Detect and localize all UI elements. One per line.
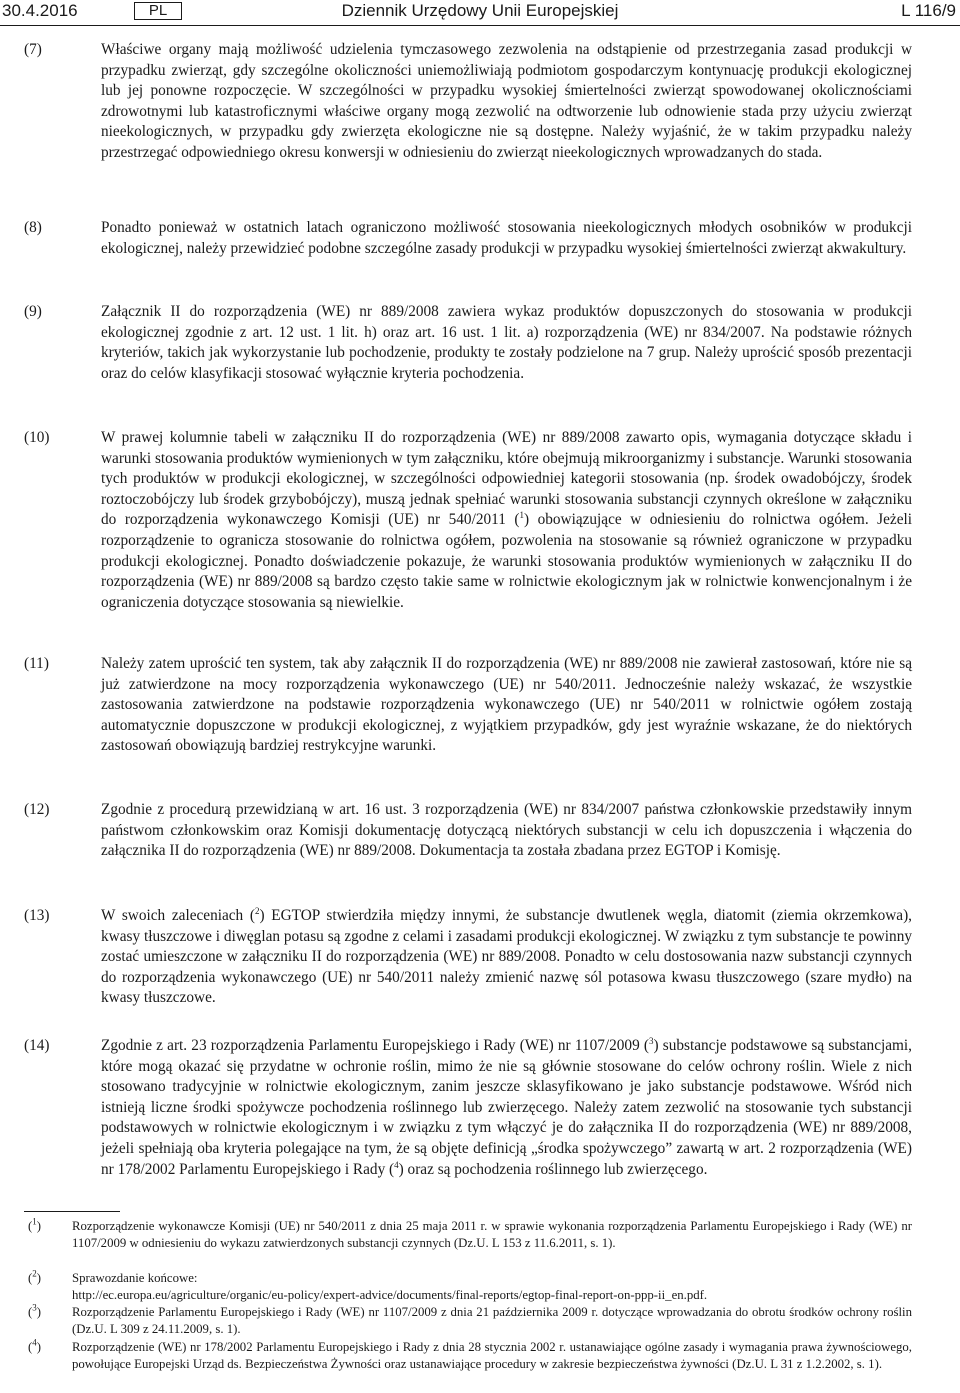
- recital-12: [24, 800, 912, 862]
- recital-text: Ponadto ponieważ w ostatnich latach ograniczono możliwość stosowania nieekologicznych młodych osobników w produkcji ekologicznej, należy przewidzieć podobne szczególne zasady produkcji w przypadku wysokiej śmiertelności zwierząt akwakultury.: [101, 219, 912, 257]
- footnote-text: Rozporządzenie Parlamentu Europejskiego i Rady (WE) nr 1107/2009 z dnia 21 października 2009 r. dotyczące wprowadzania do obrotu środków ochrony roślin (Dz.U. L 309 z 24.11.2009, s. 1).: [72, 1305, 912, 1337]
- recital-number: (8): [24, 219, 42, 236]
- journal-title: Dziennik Urzędowy Unii Europejskiej: [341, 1, 619, 20]
- footnote-text: Sprawozdanie końcowe:: [72, 1271, 198, 1285]
- recital-9: [24, 302, 912, 384]
- recital-10: [24, 428, 912, 613]
- footnote-1: [28, 1218, 912, 1252]
- recital-11: [24, 654, 912, 757]
- recital-text: W swoich zaleceniach ($^2$) EGTOP stwierdziła między innymi, że substancje dwutlenek węgla, diatomit (ziemia okrzemkowa), kwasy tłuszczowe i diwęglan potasu są zgodne z celami i zasadami produkcji ekologicznej. W związku z tym substancje te powinny zostać umieszczone w załączniku II do rozporządzenia (WE) nr 889/2008. Ponadto w celu dostosowania nazw substancji czynnych do rozporządzenia wykonawczego (UE) nr 540/2011 należy zmienić nazwę sól potasowa kwasu tłuszczowego (szare mydło) na kwasy tłuszczowe.: [101, 905, 913, 1007]
- footnote-ref: 4: [394, 1159, 399, 1170]
- page-reference: L 116/9: [901, 1, 956, 20]
- footnote-text: Rozporządzenie wykonawcze Komisji (UE) nr 540/2011 z dnia 25 maja 2011 r. w sprawie wykonania rozporządzenia Parlamentu Europejskiego i Rady (WE) nr 1107/2009 w odniesieniu do wykazu zatwierdzonych substancji czynnych (Dz.U. L 153 z 11.6.2011, s. 1).: [72, 1219, 912, 1251]
- recital-text: Należy zatem uprościć ten system, tak aby załącznik II do rozporządzenia (WE) nr 889/2008 nie zawierał zastosowań, które nie są już zatwierdzone na mocy rozporządzenia wykonawczego (UE) nr 540/2011. Jednocześnie należy wskazać, że wszystkie zastosowania zatwierdzone na podstawie rozporządzenia wykonawczego (UE) nr 540/2011 w rolnictwie ogółem zostają automatycznie dopuszczone w produkcji ekologicznej, z wyjątkiem przypadków, gdy jest wyraźnie wskazane, że do niektórych zastosowań obowiązują bardziej restrykcyjne warunki.: [101, 655, 912, 755]
- recital-text: Zgodnie z procedurą przewidzianą w art. 16 ust. 3 rozporządzenia (WE) nr 834/2007 państwa członkowskie przedstawiły innym państwom członkowskim oraz Komisji dokumentację dotyczącą niektórych substancji w celu ich dopuszczenia i włączenia do załącznika II do rozporządzenia (WE) nr 889/2008. Dokumentacja ta została zbadana przez EGTOP i Komisję.: [101, 801, 912, 860]
- recital-text: Zgodnie z art. 23 rozporządzenia Parlamentu Europejskiego i Rady (WE) nr 1107/2009 ($^3$) substancje podstawowe są substancjami, które mogą okazać się przydatne w ochronie roślin, mimo że nie są głównie stosowane do celów ochrony roślin. Wiele z nich stosowano tradycyjnie w rolnictwie ekologicznym, zanim jeszcze sklasyfikowano je jako substancje podstawowe. Wśród nich istnieją liczne środki spożywcze pochodzenia roślinnego lub zwierzęcego. Należy zatem zezwolić na stosowanie tych substancji podstawowych w rolnictwie ekologicznym i w związku z tym włączyć je do załącznika II do rozporządzenia (WE) nr 889/2008, jeżeli spełniają oba kryteria polegające na tym, że są objęte definicją „środka spożywczego” zawartą w art. 2 rozporządzenia (WE) nr 178/2002 Parlamentu Europejskiego i Rady ($^4$) oraz są pochodzenia roślinnego lub zwierzęcego.: [101, 1035, 912, 1178]
- recital-text: Właściwe organy mają możliwość udzielenia tymczasowego zezwolenia na odstąpienie od przestrzegania zasad produkcji w przypadku zwierząt, gdy szczególne okoliczności uniemożliwiają podmiotom gospodarczym kontynuację produkcji ekologicznej lub jej ponowne rozpoczęcie. W szczególności w przypadku wysokiej śmiertelności zwierząt spowodowanej okolicznościami zdrowotnymi lub katastroficznymi właściwe organy mogą zezwolić na odtworzenie lub odnowienie stada przy użyciu zwierząt nieekologicznych, w przypadku gdy zwierzęta ekologiczne nie są dostępne. Należy wyjaśnić, że w takim przypadku należy przestrzegać odpowiedniego okresu konwersji w odniesieniu do zwierząt nieekologicznych wprowadzanych do stada.: [101, 41, 912, 161]
- publication-date: 30.4.2016: [2, 1, 78, 20]
- recital-7: [24, 40, 912, 164]
- footnote-number: ($^4$): [28, 1337, 42, 1354]
- footnote-ref: 2: [254, 905, 260, 916]
- recital-number: (10): [24, 429, 50, 446]
- recital-number: (11): [24, 655, 49, 672]
- footnote-link[interactable]: http://ec.europa.eu/agriculture/organic/eu-policy/expert-advice/documents/final-reports/egtop-final-report-on-ppp-ii_en.pdf.: [72, 1288, 708, 1303]
- recital-text: W prawej kolumnie tabeli w załączniku II do rozporządzenia (WE) nr 889/2008 zawarto opis, wymagania dotyczące składu i warunki stosowania produktów wymienionych w tym załączniku, które obejmują mikroorganizmy i substancje. Warunki stosowania tych produktów w produkcji ekologicznej, w szczególności odpowiedniej kategorii stosowania (np. środek owadobójczy, środek roztoczobójczy lub środek grzybobójczy), muszą jednak spełniać warunki stosowania substancji czynnych określone w załączniku do rozporządzenia wykonawczego Komisji (UE) nr 540/2011 ($^1$) obowiązujące w odniesieniu do rolnictwa ogółem. Jeżeli rozporządzenie to ogranicza stosowanie do rolnictwa ogółem, pozwolenia na stosowanie są również ograniczone w przypadku produkcji ekologicznej. Ponadto doświadczenie pokazuje, że warunki stosowania produktów wymienionych w załączniku II do rozporządzenia (WE) nr 889/2008 są bardzo często takie same w rolnictwie ekologicznym jak w rolnictwie konwencjonalnym i że ograniczenia dotyczące stosowania są niewielkie.: [101, 429, 912, 611]
- recital-number: (14): [24, 1037, 50, 1054]
- footnote-separator: [24, 1211, 120, 1212]
- footnote-number: ($^3$): [28, 1302, 42, 1319]
- footnote-2: [28, 1270, 912, 1304]
- footnote-text: Rozporządzenie (WE) nr 178/2002 Parlamentu Europejskiego i Rady z dnia 28 stycznia 2002 r. ustanawiające ogólne zasady i wymagania prawa żywnościowego, powołujące Europejski Urząd ds. Bezpieczeństwa Żywności oraz ustanawiające procedury w zakresie bezpieczeństwa żywności (Dz.U. L 31 z 1.2.2002, s. 1).: [72, 1340, 912, 1372]
- recital-number: (7): [24, 41, 42, 58]
- footnote-number: ($^1$): [28, 1216, 42, 1233]
- footnote-ref: 1: [519, 510, 524, 521]
- header-rule: [0, 25, 960, 26]
- recital-13: [24, 906, 912, 1009]
- recital-14: [24, 1036, 912, 1180]
- recital-number: (13): [24, 907, 50, 924]
- footnote-4: [28, 1339, 912, 1373]
- footnote-number: ($^2$): [28, 1268, 42, 1285]
- footnote-3: [28, 1304, 912, 1338]
- recital-number: (12): [24, 801, 50, 818]
- page-header: [0, 0, 960, 22]
- recital-8: [24, 218, 912, 259]
- recital-text: Załącznik II do rozporządzenia (WE) nr 889/2008 zawiera wykaz produktów dopuszczonych do stosowania w produkcji ekologicznej zgodnie z art. 12 ust. 1 lit. h) oraz art. 16 ust. 1 lit. a) rozporządzenia (WE) nr 834/2007. Na podstawie różnych kryteriów, takich jak wykorzystanie lub pochodzenie, produkty te zostały podzielone na 7 grup. Należy uprościć sposób prezentacji oraz do celów klasyfikacji stosować wyłącznie kryteria pochodzenia.: [101, 303, 912, 382]
- footnote-ref: 3: [649, 1035, 654, 1046]
- recital-number: (9): [24, 303, 42, 320]
- language-badge: PL: [134, 2, 182, 20]
